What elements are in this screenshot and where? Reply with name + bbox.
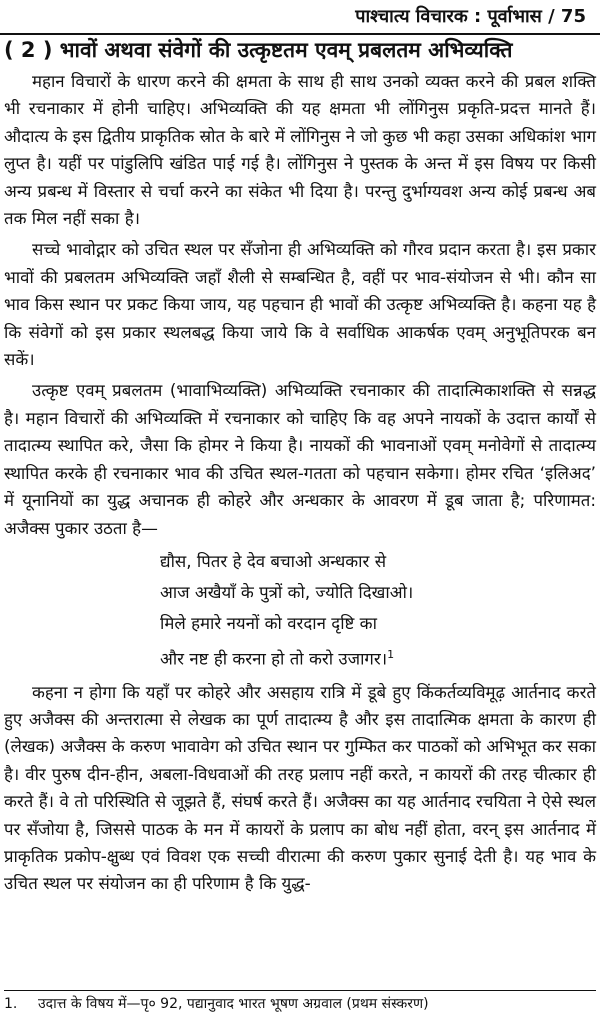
- verse-line-3: मिले हमारे नयनों को वरदान दृष्टि का: [160, 612, 377, 633]
- paragraph-1: महान विचारों के धारण करने की क्षमता के साथ ही साथ उनको व्यक्त करने की प्रबल शक्ति भी रचनाकार में होनी चाहिए। अभिव्यक्ति की यह क्षमता भी लोंगिनुस प्रकृति-प्रदत्त मानते हैं। औदात्य के इस द्वितीय प्राकृतिक स्रोत के बारे में लोंगिनुस ने जो कुछ भी कहा उसका अधिकांश भाग लुप्त है। यहीं पर पांडुलिपि खंडित पाई गई है। लोंगिनुस ने पुस्तक के अन्त में इस विषय पर किसी अन्य प्रबन्ध में विस्तार से चर्चा करने का संकेत भी दिया है। परन्तु दुर्भाग्यवश अन्य कोई प्रबन्ध अब तक मिल नहीं सका है।: [4, 71, 596, 229]
- verse-line-2: आज अखैयाँ के पुत्रों को, ज्योति दिखाओ।: [160, 581, 414, 602]
- footnote-rule: [4, 990, 596, 991]
- verse-quote: [4, 546, 596, 675]
- footnote-marker: 1: [387, 647, 395, 661]
- verse-line-4: और नष्ट ही करना हो तो करो उजागर।$^1$: [160, 647, 395, 669]
- running-head: पाश्चात्य विचारक : पूर्वाभास / 75: [355, 6, 586, 27]
- paragraph-2: सच्चे भावोद्गार को उचित स्थल पर सँजोना ही अभिव्यक्ति को गौरव प्रदान करता है। इस प्रकार भावों की प्रबलतम अभिव्यक्ति जहाँ शैली से सम्बन्धित है, वहीं पर भाव-संयोजन से भी। कौन सा भाव किस स्थान पर प्रकट किया जाय, यह पहचान ही भावों की उत्कृष्ट अभिव्यक्ति है। कहना यह है कि संवेगों को इस प्रकार स्थलबद्ध किया जाये कि वे सर्वाधिक आकर्षक एवम् अनुभूतिपरक बन सकें।: [4, 239, 596, 370]
- verse-line-1: द्यौस, पितर हे देव बचाओ अन्धकार से: [160, 550, 387, 571]
- paragraph-4: कहना न होगा कि यहाँ पर कोहरे और असहाय रात्रि में डूबे हुए किंकर्तव्यविमूढ़ आर्तनाद करते हुए अजैक्स की अन्तरात्मा से लेखक का पूर्ण तादात्म्य है और इस तादात्मिक क्षमता के कारण ही (लेखक) अजैक्स के करुण भावावेग को उचित स्थान पर गुम्फित कर पाठकों को अभिभूत कर सका है। वीर पुरुष दीन-हीन, अबला-विधवाओं की तरह प्रलाप नहीं करते, न कायरों की तरह चीत्कार ही करते हैं। वे तो परिस्थिति से जूझते हैं, संघर्ष करते हैं। अजैक्स का यह आर्तनाद रचयिता ने ऐसे स्थल पर सँजोया है, जिससे पाठक के मन में कायरों के प्रलाप का बोध नहीं होता, वरन् इस आर्तनाद में प्राकृतिक प्रकोप-क्षुब्ध एवं विवश एक सच्ची वीरात्मा की करुण पुकार सुनाई देती है। यह भाव के उचित स्थल पर संयोजन का ही परिणाम है कि युद्ध-: [4, 681, 596, 894]
- header-rule: [0, 33, 600, 35]
- body-text: [4, 68, 596, 898]
- footnote-text: उदात्त के विषय में—पृ० 92, पद्यानुवाद भारत भूषण अग्रवाल (प्रथम संस्करण): [38, 996, 429, 1012]
- section-heading: ( 2 ) भावों अथवा संवेगों की उत्कृष्टतम एवम् प्रबलतम अभिव्यक्ति: [4, 38, 513, 62]
- paragraph-3: उत्कृष्ट एवम् प्रबलतम (भावाभिव्यक्ति) अभिव्यक्ति रचनाकार की तादात्मिकाशक्ति से सन्नद्ध है। महान विचारों की अभिव्यक्ति में रचनाकार को चाहिए कि वह अपने नायकों के उदात्त कार्यों से तादात्म्य स्थापित करे, जैसा कि होमर ने किया है। नायकों की भावनाओं एवम् मनोवेगों से तादात्म्य स्थापित करके ही रचनाकार भाव की उचित स्थल-गतता को पहचान सकेगा। होमर रचित ‘इलिअद’ में यूनानियों का युद्ध अचानक ही कोहरे और अन्धकार के आवरण में डूब जाता है; परिणामत: अजैक्स पुकार उठता है—: [4, 380, 596, 538]
- footnote-number: 1.: [4, 996, 18, 1012]
- footnote: [4, 994, 596, 1013]
